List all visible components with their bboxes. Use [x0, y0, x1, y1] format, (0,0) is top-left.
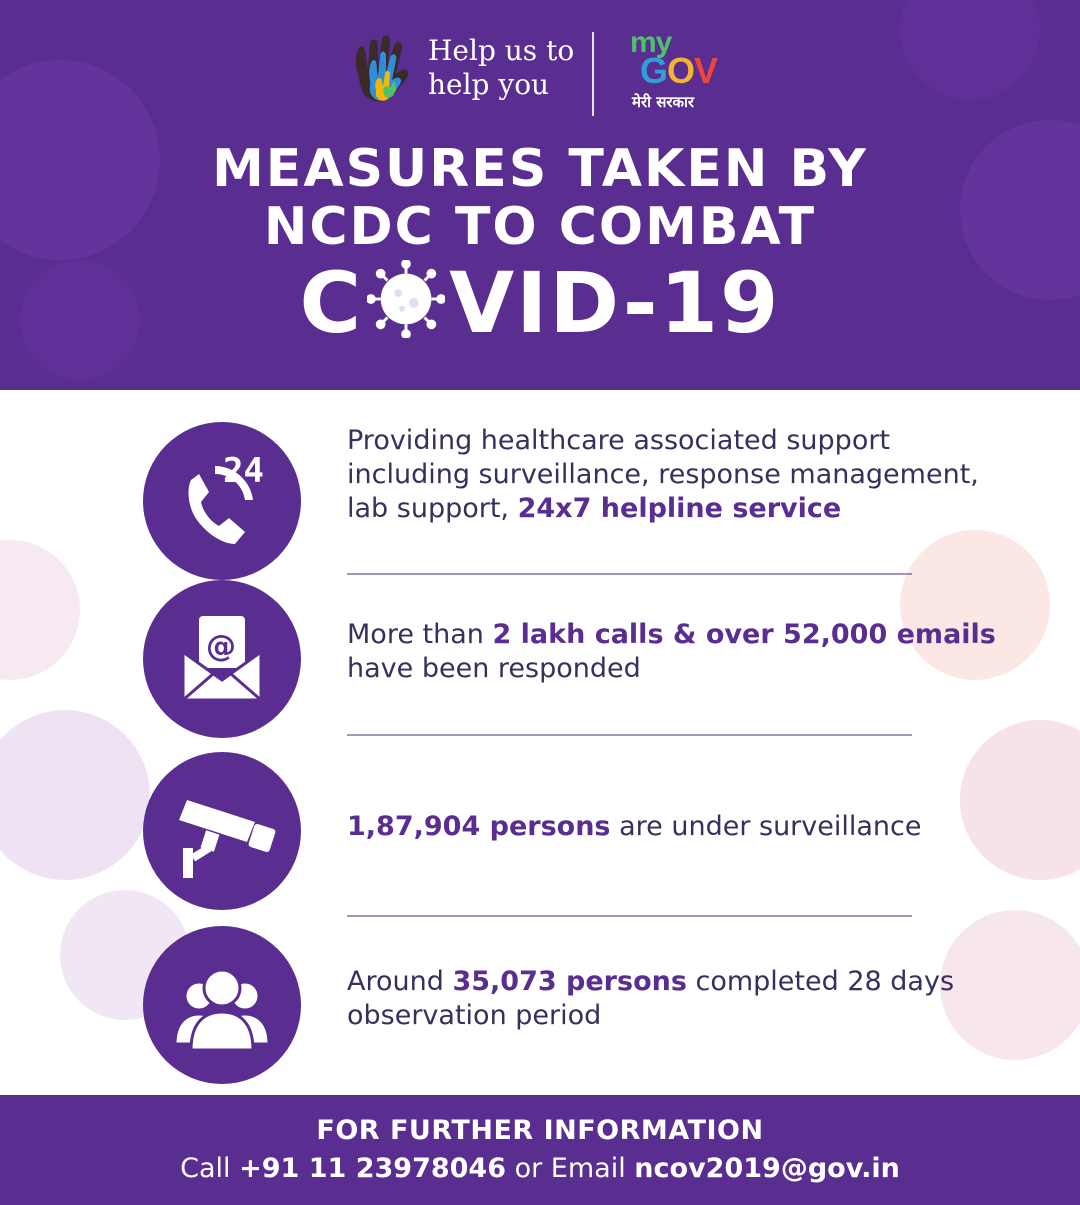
- svg-text:@: @: [206, 629, 236, 664]
- mygov-tagline: मेरी सरकार: [632, 93, 695, 111]
- phone-24-icon: [143, 422, 301, 580]
- header-banner: [0, 0, 1080, 390]
- mygov-my-text: my: [630, 26, 672, 59]
- helping-hands-icon: [348, 34, 414, 110]
- calls-prefix: More than: [347, 619, 493, 650]
- measure-item-surveillance: [347, 810, 1007, 844]
- covid-letters-rest: VID-19: [449, 254, 781, 352]
- covid-letter-c: C: [299, 254, 364, 352]
- observation-suffix: completed 28 days observation period: [347, 966, 955, 1031]
- helpline-highlight: 24x7 helpline service: [517, 493, 842, 524]
- measure-item-helpline: [347, 424, 1007, 526]
- help-us-tagline: [428, 34, 588, 102]
- title-line-2: NCDC TO COMBAT: [263, 197, 817, 257]
- coronavirus-icon: [367, 260, 445, 338]
- item-separator: [347, 734, 912, 736]
- footer-contact-line: [0, 1153, 1080, 1184]
- observation-prefix: Around: [347, 966, 453, 997]
- brand-divider: [592, 32, 594, 116]
- phone-number: +91 11 23978046: [239, 1153, 507, 1184]
- item-separator: [347, 573, 912, 575]
- surveillance-highlight: 1,87,904 persons: [347, 811, 611, 842]
- footer-contact-bar: [0, 1095, 1080, 1205]
- help-line-2: help you: [428, 68, 550, 101]
- footer-title: FOR FURTHER INFORMATION: [316, 1115, 764, 1146]
- title-line-1: MEASURES TAKEN BY: [212, 139, 868, 199]
- item-separator: [347, 915, 912, 917]
- virus-bg-decoration: [960, 720, 1080, 880]
- or-email-label: or Email: [506, 1153, 635, 1184]
- measure-item-calls-emails: [347, 618, 1007, 686]
- covid-19-heading: [0, 254, 1080, 352]
- page-title: [0, 140, 1080, 256]
- mygov-logo: [630, 28, 740, 118]
- mygov-gov-text: [640, 50, 717, 92]
- mygov-letter-v: V: [694, 50, 718, 91]
- phone-24-label: 24: [223, 451, 264, 491]
- measure-item-observation: [347, 965, 967, 1033]
- brand-row: [0, 28, 1080, 118]
- calls-suffix: have been responded: [347, 653, 641, 684]
- mygov-letter-g: G: [640, 50, 668, 91]
- people-group-icon: [143, 926, 301, 1084]
- virus-bg-decoration: [0, 710, 150, 880]
- helpline-text: Providing healthcare associated support including surveillance, response management, lab support,: [347, 425, 979, 524]
- mygov-letter-o: O: [667, 50, 695, 91]
- email-envelope-icon: [143, 580, 301, 738]
- email-address: ncov2019@gov.in: [634, 1153, 900, 1184]
- cctv-camera-icon: [143, 752, 301, 910]
- help-line-1: Help us to: [428, 34, 575, 67]
- virus-bg-decoration: [0, 540, 80, 680]
- observation-highlight: 35,073 persons: [452, 966, 687, 997]
- measures-list: [0, 390, 1080, 1095]
- call-label: Call: [180, 1153, 240, 1184]
- calls-emails-highlight: 2 lakh calls & over 52,000 emails: [492, 619, 996, 650]
- surveillance-suffix: are under surveillance: [610, 811, 922, 842]
